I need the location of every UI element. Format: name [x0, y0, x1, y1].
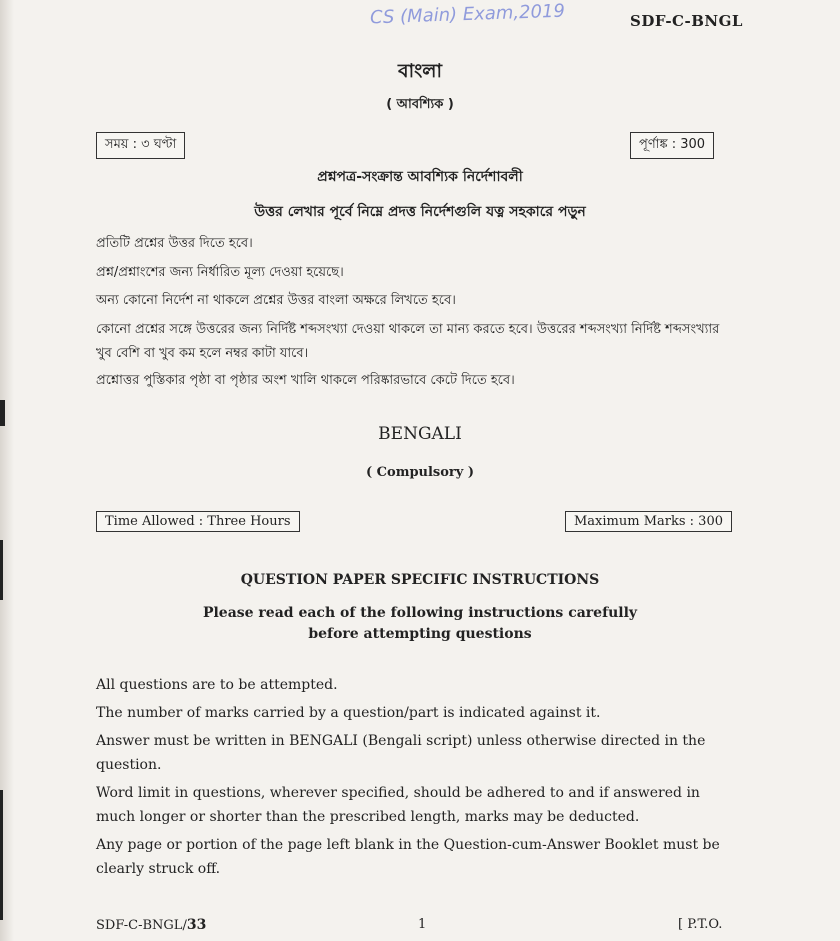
bengali-instructions-heading: প্রশ্নপত্র-সংক্রান্ত আবশ্যিক নির্দেশাবলী	[317, 169, 523, 185]
bengali-instruction: খুব বেশি বা খুব কম হলে নম্বর কাটা যাবে।	[96, 346, 309, 361]
page-number: 1	[418, 917, 427, 932]
bengali-instruction: প্রশ্নোত্তর পুস্তিকার পৃষ্ঠা বা পৃষ্ঠার অংশ খালি থাকলে পরিষ্কারভাবে কেটে দিতে হবে।	[96, 373, 515, 388]
bengali-instruction: অন্য কোনো নির্দেশ না থাকলে প্রশ্নের উত্তর বাংলা অক্ষরে লিখতে হবে।	[96, 293, 456, 308]
pto-marker: [ P.T.O.	[678, 917, 723, 932]
english-instruction: All questions are to be attempted.	[96, 677, 338, 693]
bengali-instruction: প্রশ্ন/প্রশ্নাংশের জন্য নির্ধারিত মূল্য দেওয়া হয়েছে।	[96, 265, 344, 280]
footer-code-number: 33	[186, 917, 207, 933]
exam-stamp: CS (Main) Exam,2019	[369, 0, 566, 29]
binding-mark	[0, 540, 3, 600]
instructions-heading: QUESTION PAPER SPECIFIC INSTRUCTIONS	[240, 572, 600, 588]
maximum-marks-box: Maximum Marks : 300	[565, 511, 732, 532]
paper-code: SDF-C-BNGL	[630, 12, 743, 30]
bengali-subject-title: বাংলা	[398, 60, 442, 82]
bengali-instructions-subheading: উত্তর লেখার পূর্বে নিম্নে প্রদত্ত নির্দেশগুলি যত্ন সহকারে পড়ুন	[254, 204, 586, 220]
english-instruction: Answer must be written in BENGALI (Bengali script) unless otherwise directed in the question.	[96, 733, 706, 773]
binding-mark	[0, 790, 3, 920]
english-instruction: Word limit in questions, wherever specified, should be adhered to and if answered in much longer or shorter than the prescribed length, marks may be deducted.	[96, 785, 700, 825]
english-instruction: The number of marks carried by a question/part is indicated against it.	[96, 705, 601, 721]
binding-mark	[0, 400, 5, 426]
english-subject-title: BENGALI	[378, 424, 462, 444]
footer-code-prefix: SDF-C-BNGL/	[96, 918, 187, 933]
bengali-instruction: প্রতিটি প্রশ্নের উত্তর দিতে হবে।	[96, 236, 253, 251]
bengali-marks-box: পূর্ণাঙ্ক : 300	[630, 132, 714, 159]
english-subject-subtitle: ( Compulsory )	[366, 465, 474, 480]
bengali-instruction: কোনো প্রশ্নের সঙ্গে উত্তরের জন্য নির্দিষ্ট শব্দসংখ্যা দেওয়া থাকলে তা মান্য করতে হবে। উত্তরের শব্দসংখ্যা নির্দিষ্ট শব্দসংখ্যার	[96, 322, 720, 337]
instructions-subheading-line-2: before attempting questions	[308, 626, 532, 642]
english-instruction: Any page or portion of the page left blank in the Question-cum-Answer Booklet must be clearly struck off.	[96, 837, 720, 877]
bengali-time-box: সময় : ৩ ঘণ্টা	[96, 132, 185, 159]
footer-paper-code	[96, 917, 206, 933]
time-allowed-box: Time Allowed : Three Hours	[96, 511, 300, 532]
instructions-subheading-line-1: Please read each of the following instructions carefully	[202, 605, 638, 621]
bengali-subject-subtitle: ( আবশ্যিক )	[386, 97, 454, 112]
